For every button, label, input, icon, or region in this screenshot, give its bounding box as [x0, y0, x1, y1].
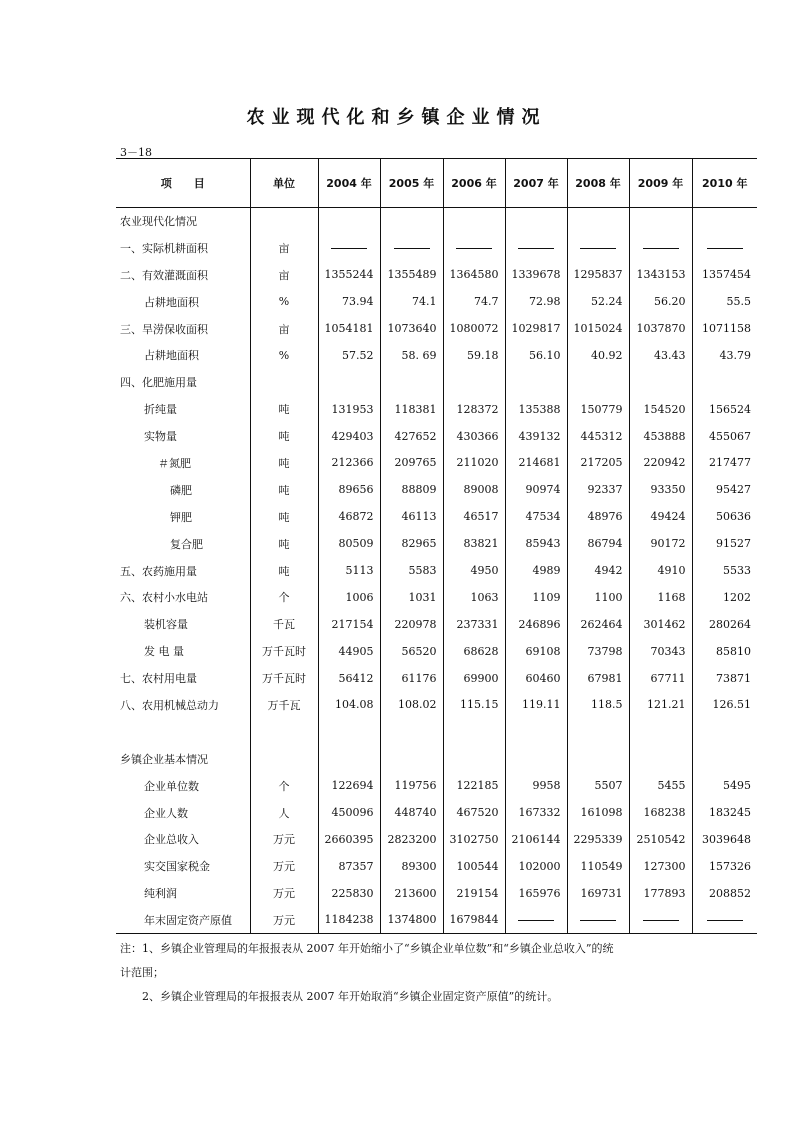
value-cell: 448740 — [380, 799, 443, 826]
value-cell: 455067 — [692, 423, 757, 450]
no-data-dash — [567, 234, 629, 261]
header-year: 2010 年 — [692, 159, 757, 208]
value-cell — [692, 718, 757, 745]
dash-mark — [518, 920, 554, 921]
value-cell: 156524 — [692, 396, 757, 423]
value-cell: 57.52 — [318, 342, 380, 369]
value-cell: 183245 — [692, 799, 757, 826]
header-year: 2006 年 — [443, 159, 505, 208]
value-cell — [567, 208, 629, 235]
table-row — [116, 423, 757, 450]
value-cell: 1080072 — [443, 315, 505, 342]
value-cell: 67981 — [567, 665, 629, 692]
value-cell: 50636 — [692, 503, 757, 530]
value-cell — [380, 745, 443, 772]
value-cell: 217477 — [692, 450, 757, 477]
row-unit: % — [250, 342, 318, 369]
value-cell: 55.5 — [692, 288, 757, 315]
value-cell: 1364580 — [443, 261, 505, 288]
value-cell: 126.51 — [692, 692, 757, 719]
value-cell: 102000 — [505, 853, 567, 880]
value-cell: 56.10 — [505, 342, 567, 369]
value-cell: 85943 — [505, 530, 567, 557]
value-cell — [318, 208, 380, 235]
value-cell: 2106144 — [505, 826, 567, 853]
row-item-label: 复合肥 — [170, 537, 203, 551]
value-cell: 427652 — [380, 423, 443, 450]
header-year: 2005 年 — [380, 159, 443, 208]
value-cell: 60460 — [505, 665, 567, 692]
value-cell — [567, 369, 629, 396]
value-cell: 220978 — [380, 611, 443, 638]
row-item-label: 七、农村用电量 — [120, 672, 197, 686]
row-item-label: 企业总收入 — [144, 833, 199, 847]
value-cell — [505, 208, 567, 235]
value-cell: 122185 — [443, 772, 505, 799]
value-cell: 213600 — [380, 880, 443, 907]
row-unit: 吨 — [250, 530, 318, 557]
row-unit: 个 — [250, 772, 318, 799]
row-item-label: ＃氮肥 — [158, 456, 191, 470]
value-cell: 1355244 — [318, 261, 380, 288]
row-item-label: 占耕地面积 — [144, 349, 199, 363]
dash-mark — [331, 248, 367, 249]
value-cell: 5113 — [318, 557, 380, 584]
table-row — [116, 315, 757, 342]
value-cell: 104.08 — [318, 692, 380, 719]
value-cell: 46872 — [318, 503, 380, 530]
table-row — [116, 557, 757, 584]
value-cell: 157326 — [692, 853, 757, 880]
value-cell: 91527 — [692, 530, 757, 557]
value-cell — [380, 208, 443, 235]
no-data-dash — [505, 234, 567, 261]
value-cell: 280264 — [692, 611, 757, 638]
value-cell: 119756 — [380, 772, 443, 799]
table-row — [116, 584, 757, 611]
value-cell: 2823200 — [380, 826, 443, 853]
value-cell: 262464 — [567, 611, 629, 638]
table-row — [116, 396, 757, 423]
value-cell — [443, 718, 505, 745]
row-unit — [250, 369, 318, 396]
no-data-dash — [629, 907, 692, 934]
dash-mark — [456, 248, 492, 249]
value-cell: 69900 — [443, 665, 505, 692]
value-cell: 121.21 — [629, 692, 692, 719]
value-cell: 4950 — [443, 557, 505, 584]
table-row — [116, 342, 757, 369]
value-cell: 439132 — [505, 423, 567, 450]
table-number: 3－18 — [120, 146, 152, 159]
value-cell — [505, 745, 567, 772]
row-unit: 万元 — [250, 880, 318, 907]
row-item-label: 年末固定资产原值 — [116, 907, 250, 934]
row-unit — [250, 718, 318, 745]
no-data-dash — [380, 234, 443, 261]
dash-mark — [707, 248, 743, 249]
value-cell: 93350 — [629, 476, 692, 503]
row-unit: 亩 — [250, 315, 318, 342]
row-unit: 万千瓦时 — [250, 638, 318, 665]
value-cell — [505, 369, 567, 396]
value-cell — [567, 718, 629, 745]
row-item-label: 钾肥 — [170, 510, 192, 524]
value-cell: 3039648 — [692, 826, 757, 853]
value-cell: 2295339 — [567, 826, 629, 853]
value-cell: 2660395 — [318, 826, 380, 853]
value-cell: 5583 — [380, 557, 443, 584]
row-unit: 吨 — [250, 503, 318, 530]
value-cell: 70343 — [629, 638, 692, 665]
value-cell: 56412 — [318, 665, 380, 692]
row-item-label: 五、农药施用量 — [120, 564, 197, 578]
value-cell — [318, 718, 380, 745]
row-item-label: 三、旱涝保收面积 — [120, 322, 208, 336]
value-cell: 1015024 — [567, 315, 629, 342]
row-item-label: 发 电 量 — [144, 645, 184, 659]
value-cell: 82965 — [380, 530, 443, 557]
value-cell: 214681 — [505, 450, 567, 477]
table-row — [116, 745, 757, 772]
row-unit: 吨 — [250, 557, 318, 584]
value-cell: 430366 — [443, 423, 505, 450]
footnotes — [120, 937, 680, 1009]
value-cell: 85810 — [692, 638, 757, 665]
value-cell: 177893 — [629, 880, 692, 907]
row-unit: 亩 — [250, 261, 318, 288]
table-row — [116, 907, 757, 934]
value-cell: 43.43 — [629, 342, 692, 369]
value-cell: 58. 69 — [380, 342, 443, 369]
footnote-line: 计范围； — [120, 966, 164, 979]
header-year: 2004 年 — [318, 159, 380, 208]
value-cell: 72.98 — [505, 288, 567, 315]
row-item-label: 磷肥 — [170, 483, 192, 497]
header-item: 项 目 — [116, 159, 250, 208]
value-cell: 1073640 — [380, 315, 443, 342]
value-cell: 56520 — [380, 638, 443, 665]
value-cell: 168238 — [629, 799, 692, 826]
row-unit: 吨 — [250, 476, 318, 503]
value-cell: 1679844 — [443, 907, 505, 934]
value-cell: 89008 — [443, 476, 505, 503]
value-cell: 246896 — [505, 611, 567, 638]
value-cell: 1357454 — [692, 261, 757, 288]
value-cell: 1295837 — [567, 261, 629, 288]
row-unit: 万元 — [250, 826, 318, 853]
value-cell: 73.94 — [318, 288, 380, 315]
no-data-dash — [567, 907, 629, 934]
row-unit: 个 — [250, 584, 318, 611]
value-cell: 1063 — [443, 584, 505, 611]
data-table — [116, 158, 757, 934]
row-unit — [250, 745, 318, 772]
value-cell: 69108 — [505, 638, 567, 665]
no-data-dash — [629, 234, 692, 261]
value-cell: 128372 — [443, 396, 505, 423]
table-row — [116, 638, 757, 665]
row-item-label: 乡镇企业基本情况 — [120, 752, 208, 766]
value-cell: 450096 — [318, 799, 380, 826]
value-cell: 209765 — [380, 450, 443, 477]
row-unit: 万千瓦 — [250, 692, 318, 719]
value-cell: 9958 — [505, 772, 567, 799]
footnote-line: 注：1、乡镇企业管理局的年报报表从 2007 年开始缩小了“乡镇企业单位数”和“乡镇企业总收入”的统 — [120, 942, 614, 955]
value-cell: 43.79 — [692, 342, 757, 369]
value-cell — [443, 369, 505, 396]
row-item-label: 四、化肥施用量 — [120, 376, 197, 390]
value-cell: 1343153 — [629, 261, 692, 288]
value-cell: 154520 — [629, 396, 692, 423]
value-cell: 89300 — [380, 853, 443, 880]
table-row — [116, 503, 757, 530]
value-cell — [380, 369, 443, 396]
value-cell: 1374800 — [380, 907, 443, 934]
header-year: 2008 年 — [567, 159, 629, 208]
row-item-label: 一、实际机耕面积 — [120, 241, 208, 255]
value-cell — [629, 745, 692, 772]
value-cell: 1100 — [567, 584, 629, 611]
row-item-label: 八、农用机械总动力 — [120, 698, 219, 712]
table-row — [116, 476, 757, 503]
value-cell: 150779 — [567, 396, 629, 423]
row-unit: 千瓦 — [250, 611, 318, 638]
value-cell: 67711 — [629, 665, 692, 692]
value-cell — [318, 745, 380, 772]
value-cell: 56.20 — [629, 288, 692, 315]
value-cell: 44905 — [318, 638, 380, 665]
value-cell: 47534 — [505, 503, 567, 530]
value-cell: 237331 — [443, 611, 505, 638]
table-row — [116, 853, 757, 880]
row-item-label: 实物量 — [144, 430, 177, 444]
value-cell: 219154 — [443, 880, 505, 907]
value-cell: 5507 — [567, 772, 629, 799]
value-cell: 169731 — [567, 880, 629, 907]
dash-mark — [518, 248, 554, 249]
value-cell: 73798 — [567, 638, 629, 665]
value-cell: 61176 — [380, 665, 443, 692]
table-row — [116, 665, 757, 692]
value-cell: 453888 — [629, 423, 692, 450]
value-cell: 89656 — [318, 476, 380, 503]
value-cell: 1071158 — [692, 315, 757, 342]
row-unit: % — [250, 288, 318, 315]
row-unit: 吨 — [250, 450, 318, 477]
table-row — [116, 288, 757, 315]
value-cell: 87357 — [318, 853, 380, 880]
value-cell: 118381 — [380, 396, 443, 423]
value-cell: 49424 — [629, 503, 692, 530]
value-cell: 88809 — [380, 476, 443, 503]
row-item-label: 农业现代化情况 — [120, 215, 197, 229]
value-cell: 74.1 — [380, 288, 443, 315]
value-cell: 80509 — [318, 530, 380, 557]
table-row — [116, 799, 757, 826]
value-cell: 1339678 — [505, 261, 567, 288]
table-row — [116, 530, 757, 557]
value-cell: 429403 — [318, 423, 380, 450]
value-cell: 110549 — [567, 853, 629, 880]
value-cell: 48976 — [567, 503, 629, 530]
value-cell: 122694 — [318, 772, 380, 799]
value-cell: 90172 — [629, 530, 692, 557]
table-row — [116, 234, 757, 261]
row-item-label — [116, 718, 250, 745]
table-row — [116, 718, 757, 745]
row-item-label: 占耕地面积 — [144, 295, 199, 309]
page-title: 农业现代化和乡镇企业情况 — [246, 107, 547, 128]
value-cell: 127300 — [629, 853, 692, 880]
value-cell: 1109 — [505, 584, 567, 611]
row-item-label: 纯利润 — [144, 887, 177, 901]
row-item-label: 装机容量 — [144, 618, 188, 632]
row-unit: 万千瓦时 — [250, 665, 318, 692]
dash-mark — [580, 920, 616, 921]
dash-mark — [643, 248, 679, 249]
header-unit: 单位 — [250, 159, 318, 208]
row-item-label: 企业单位数 — [144, 779, 199, 793]
table-row — [116, 611, 757, 638]
value-cell — [629, 718, 692, 745]
value-cell — [692, 369, 757, 396]
value-cell: 4942 — [567, 557, 629, 584]
no-data-dash — [692, 234, 757, 261]
value-cell: 59.18 — [443, 342, 505, 369]
value-cell: 211020 — [443, 450, 505, 477]
table-row — [116, 450, 757, 477]
value-cell: 3102750 — [443, 826, 505, 853]
value-cell: 46517 — [443, 503, 505, 530]
row-unit: 亩 — [250, 234, 318, 261]
value-cell — [567, 745, 629, 772]
value-cell: 115.15 — [443, 692, 505, 719]
no-data-dash — [443, 234, 505, 261]
value-cell: 4910 — [629, 557, 692, 584]
value-cell: 118.5 — [567, 692, 629, 719]
row-unit: 万元 — [250, 853, 318, 880]
value-cell: 161098 — [567, 799, 629, 826]
value-cell: 217154 — [318, 611, 380, 638]
value-cell: 95427 — [692, 476, 757, 503]
value-cell: 74.7 — [443, 288, 505, 315]
header-year: 2007 年 — [505, 159, 567, 208]
value-cell: 1355489 — [380, 261, 443, 288]
value-cell — [443, 745, 505, 772]
value-cell: 467520 — [443, 799, 505, 826]
value-cell: 119.11 — [505, 692, 567, 719]
value-cell: 217205 — [567, 450, 629, 477]
value-cell: 108.02 — [380, 692, 443, 719]
row-unit — [250, 208, 318, 235]
value-cell: 220942 — [629, 450, 692, 477]
value-cell: 1202 — [692, 584, 757, 611]
value-cell — [380, 718, 443, 745]
value-cell — [443, 208, 505, 235]
value-cell: 1184238 — [318, 907, 380, 934]
value-cell: 92337 — [567, 476, 629, 503]
row-unit: 吨 — [250, 396, 318, 423]
value-cell: 46113 — [380, 503, 443, 530]
value-cell — [692, 745, 757, 772]
value-cell: 165976 — [505, 880, 567, 907]
table-row — [116, 369, 757, 396]
dash-mark — [580, 248, 616, 249]
dash-mark — [707, 920, 743, 921]
table-row — [116, 692, 757, 719]
row-item-label: 二、有效灌溉面积 — [120, 268, 208, 282]
value-cell — [692, 208, 757, 235]
value-cell: 167332 — [505, 799, 567, 826]
value-cell: 52.24 — [567, 288, 629, 315]
dash-mark — [643, 920, 679, 921]
value-cell — [318, 369, 380, 396]
row-item-label: 实交国家税金 — [144, 860, 210, 874]
row-item-label: 企业人数 — [144, 806, 188, 820]
footnote-line: 2、乡镇企业管理局的年报报表从 2007 年开始取消“乡镇企业固定资产原值”的统计。 — [120, 990, 559, 1003]
value-cell — [505, 718, 567, 745]
table-row — [116, 261, 757, 288]
value-cell: 5533 — [692, 557, 757, 584]
value-cell: 301462 — [629, 611, 692, 638]
dash-mark — [394, 248, 430, 249]
no-data-dash — [318, 234, 380, 261]
value-cell: 68628 — [443, 638, 505, 665]
header-year: 2009 年 — [629, 159, 692, 208]
no-data-dash — [692, 907, 757, 934]
value-cell: 212366 — [318, 450, 380, 477]
row-item-label: 折纯量 — [144, 403, 177, 417]
table-row — [116, 208, 757, 235]
value-cell: 131953 — [318, 396, 380, 423]
value-cell: 83821 — [443, 530, 505, 557]
value-cell: 1031 — [380, 584, 443, 611]
value-cell — [629, 208, 692, 235]
value-cell: 1168 — [629, 584, 692, 611]
value-cell: 73871 — [692, 665, 757, 692]
no-data-dash — [505, 907, 567, 934]
value-cell: 2510542 — [629, 826, 692, 853]
row-unit: 万元 — [250, 907, 318, 934]
row-unit: 人 — [250, 799, 318, 826]
value-cell: 4989 — [505, 557, 567, 584]
value-cell: 225830 — [318, 880, 380, 907]
value-cell: 1029817 — [505, 315, 567, 342]
value-cell: 100544 — [443, 853, 505, 880]
value-cell: 90974 — [505, 476, 567, 503]
value-cell: 5455 — [629, 772, 692, 799]
value-cell: 1054181 — [318, 315, 380, 342]
value-cell: 1006 — [318, 584, 380, 611]
value-cell: 135388 — [505, 396, 567, 423]
table-row — [116, 772, 757, 799]
table-row — [116, 880, 757, 907]
value-cell: 5495 — [692, 772, 757, 799]
value-cell: 208852 — [692, 880, 757, 907]
value-cell: 1037870 — [629, 315, 692, 342]
header-row — [116, 159, 757, 208]
row-item-label: 六、农村小水电站 — [120, 591, 208, 605]
value-cell: 86794 — [567, 530, 629, 557]
value-cell: 445312 — [567, 423, 629, 450]
row-unit: 吨 — [250, 423, 318, 450]
table-row — [116, 826, 757, 853]
value-cell — [629, 369, 692, 396]
value-cell: 40.92 — [567, 342, 629, 369]
